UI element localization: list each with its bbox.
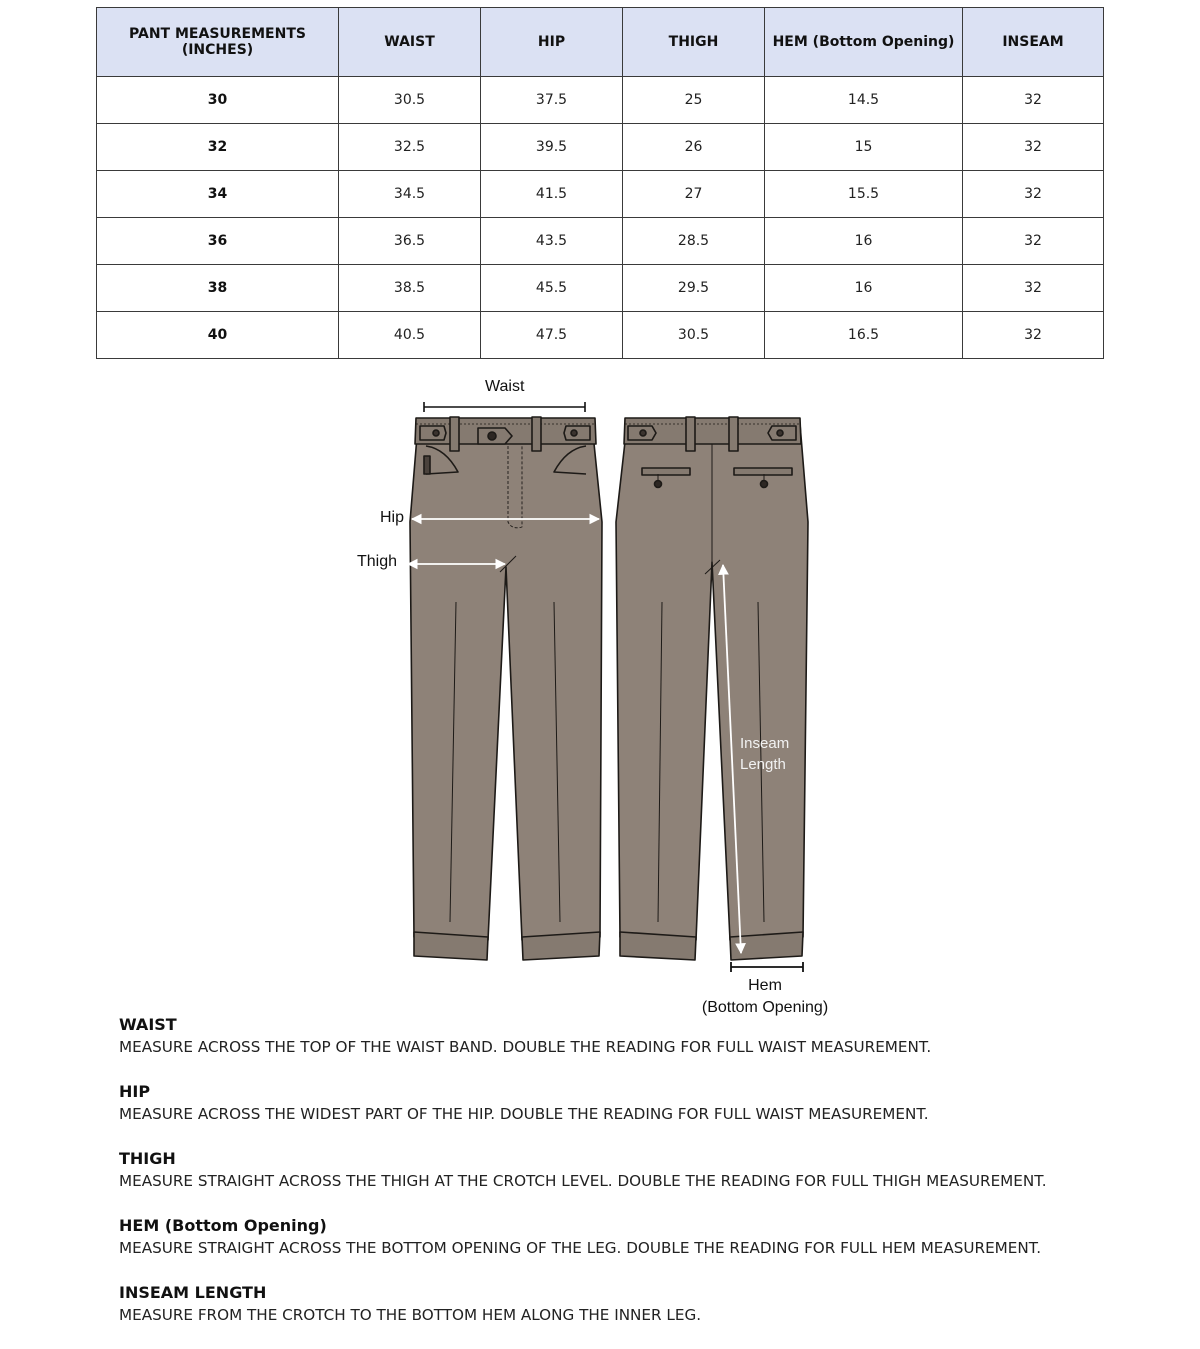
hip-label: Hip (380, 509, 405, 526)
instruction-hip (119, 1081, 1179, 1125)
hem-label-line1: Hem (748, 977, 782, 994)
header-hem: HEM (Bottom Opening) (765, 8, 963, 77)
waist-cell: 34.5 (339, 171, 481, 218)
thigh-cell: 26 (623, 124, 765, 171)
header-inseam: INSEAM (963, 8, 1104, 77)
instruction-title: INSEAM LENGTH (119, 1283, 267, 1302)
hem-cell: 15 (765, 124, 963, 171)
waist-cell: 30.5 (339, 77, 481, 124)
hem-label (695, 975, 835, 1019)
inseam-label-line2: Length (740, 756, 786, 773)
instruction-text: MEASURE ACROSS THE TOP OF THE WAIST BAND. DOUBLE THE READING FOR FULL WAIST MEASUREMENT. (119, 1038, 932, 1056)
size-cell: 40 (97, 312, 339, 359)
instruction-text: MEASURE FROM THE CROTCH TO THE BOTTOM HEM ALONG THE INNER LEG. (119, 1306, 702, 1324)
table-row (97, 124, 1104, 171)
waist-cell: 38.5 (339, 265, 481, 312)
waist-cell: 32.5 (339, 124, 481, 171)
inseam-cell: 32 (963, 77, 1104, 124)
header-size: PANT MEASUREMENTS (INCHES) (97, 8, 339, 77)
instruction-thigh (119, 1148, 1179, 1192)
instruction-inseam (119, 1282, 1179, 1326)
instruction-text: MEASURE STRAIGHT ACROSS THE THIGH AT THE CROTCH LEVEL. DOUBLE THE READING FOR FULL THIGH MEASUREMENT. (119, 1172, 1047, 1190)
instruction-text: MEASURE ACROSS THE WIDEST PART OF THE HIP. DOUBLE THE READING FOR FULL WAIST MEASUREMENT. (119, 1105, 929, 1123)
hip-cell: 45.5 (481, 265, 623, 312)
thigh-label: Thigh (357, 553, 398, 570)
pants-measurement-diagram (340, 362, 840, 1022)
hem-measure-line (731, 962, 803, 972)
table-row (97, 218, 1104, 265)
instruction-hem (119, 1215, 1179, 1259)
hem-label-line2: (Bottom Opening) (701, 999, 829, 1016)
waist-cell: 40.5 (339, 312, 481, 359)
header-waist: WAIST (339, 8, 481, 77)
table-row (97, 265, 1104, 312)
size-chart-table (96, 7, 1104, 359)
pants-illustration (340, 362, 840, 1022)
instruction-text: MEASURE STRAIGHT ACROSS THE BOTTOM OPENING OF THE LEG. DOUBLE THE READING FOR FULL HEM MEASUREMENT. (119, 1239, 1042, 1257)
thigh-cell: 27 (623, 171, 765, 218)
hem-cell: 16 (765, 218, 963, 265)
front-pants (410, 417, 602, 960)
hip-cell: 37.5 (481, 77, 623, 124)
header-hip: HIP (481, 8, 623, 77)
hip-cell: 41.5 (481, 171, 623, 218)
hem-cell: 16 (765, 265, 963, 312)
table-row (97, 171, 1104, 218)
measurement-instructions (119, 1014, 1179, 1349)
thigh-cell: 25 (623, 77, 765, 124)
size-cell: 36 (97, 218, 339, 265)
hem-cell: 14.5 (765, 77, 963, 124)
waist-cell: 36.5 (339, 218, 481, 265)
table-row (97, 77, 1104, 124)
hem-cell: 16.5 (765, 312, 963, 359)
inseam-cell: 32 (963, 265, 1104, 312)
thigh-cell: 29.5 (623, 265, 765, 312)
inseam-cell: 32 (963, 124, 1104, 171)
size-cell: 30 (97, 77, 339, 124)
hip-cell: 39.5 (481, 124, 623, 171)
hip-cell: 43.5 (481, 218, 623, 265)
size-cell: 32 (97, 124, 339, 171)
instruction-waist (119, 1014, 1179, 1058)
waist-measure-line (424, 402, 585, 412)
instruction-title: THIGH (119, 1149, 176, 1168)
hip-cell: 47.5 (481, 312, 623, 359)
size-cell: 34 (97, 171, 339, 218)
instruction-title: WAIST (119, 1015, 177, 1034)
inseam-cell: 32 (963, 218, 1104, 265)
waist-label: Waist (485, 378, 525, 395)
inseam-cell: 32 (963, 312, 1104, 359)
inseam-cell: 32 (963, 171, 1104, 218)
thigh-cell: 30.5 (623, 312, 765, 359)
inseam-label-line1: Inseam (740, 735, 790, 752)
table-header-row (97, 8, 1104, 77)
thigh-cell: 28.5 (623, 218, 765, 265)
instruction-title: HEM (Bottom Opening) (119, 1216, 327, 1235)
inseam-label (740, 733, 789, 775)
back-pants (616, 417, 808, 960)
instruction-title: HIP (119, 1082, 151, 1101)
size-cell: 38 (97, 265, 339, 312)
table-row (97, 312, 1104, 359)
header-thigh: THIGH (623, 8, 765, 77)
hem-cell: 15.5 (765, 171, 963, 218)
